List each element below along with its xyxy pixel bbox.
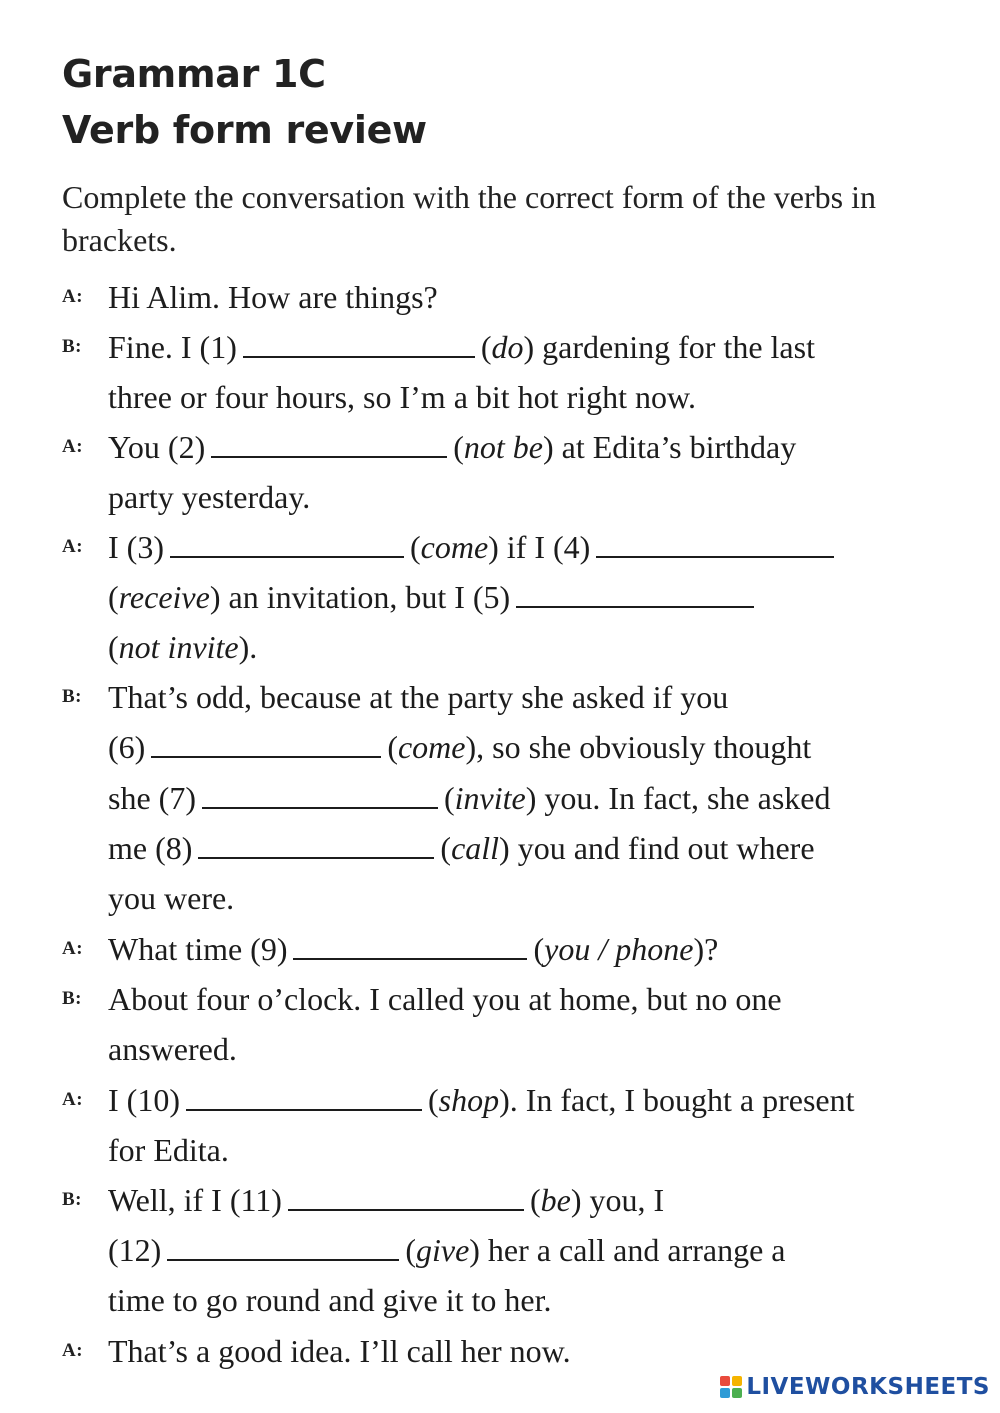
dialogue-line-18: for Edita.: [108, 1132, 229, 1168]
speaker-label-a: A:: [62, 536, 84, 557]
dialogue-line-17: I (10) (shop). In fact, I bought a present: [108, 1082, 855, 1118]
verb-hint-8: call: [451, 830, 500, 866]
answer-blank-10[interactable]: [186, 1083, 422, 1111]
dialogue-line-4: You (2) (not be) at Edita’s birthday: [108, 429, 797, 465]
dialogue-line-12: me (8) (call) you and find out where: [108, 830, 815, 866]
answer-blank-12[interactable]: [167, 1233, 399, 1261]
verb-hint-11: be: [540, 1182, 571, 1218]
dialogue-line-13: you were.: [108, 880, 235, 916]
dialogue-line-19: Well, if I (11) (be) you, I: [108, 1182, 665, 1218]
answer-blank-7[interactable]: [202, 781, 438, 809]
dialogue-line-6: I (3) (come) if I (4): [108, 522, 840, 572]
verb-hint-9: you / phone: [544, 931, 694, 967]
verb-hint-6: come: [397, 729, 466, 765]
dialogue-line-20: (12) (give) her a call and arrange a: [108, 1232, 786, 1268]
dialogue-line-16: answered.: [108, 1031, 237, 1067]
instructions: Complete the conversation with the correct form of the verbs in brackets.: [62, 179, 876, 258]
speaker-label-a: A:: [62, 1340, 84, 1361]
verb-hint-12: give: [415, 1232, 470, 1268]
dialogue-line-2: Fine. I (1) (do) gardening for the last: [108, 329, 815, 365]
logo-tile: [720, 1388, 730, 1398]
verb-hint-4: receive: [118, 579, 210, 615]
dialogue-line-11: she (7) (invite) you. In fact, she asked: [108, 780, 831, 816]
title-line-1: Grammar 1C: [62, 52, 326, 96]
answer-blank-11[interactable]: [288, 1183, 524, 1211]
liveworksheets-logo-text: LIVEWORKSHEETS: [746, 1374, 990, 1400]
liveworksheets-logo-icon: [720, 1376, 742, 1398]
dialogue-line-9: That’s odd, because at the party she asked if you: [108, 679, 729, 715]
speaker-label-a: A:: [62, 938, 84, 959]
verb-hint-2: not be: [463, 429, 543, 465]
dialogue-line-3: three or four hours, so I’m a bit hot right now.: [108, 379, 697, 415]
title-line-2: Verb form review: [62, 108, 427, 152]
speaker-label-a: A:: [62, 1089, 84, 1110]
answer-blank-5[interactable]: [516, 580, 754, 608]
verb-hint-1: do: [491, 329, 524, 365]
answer-blank-3[interactable]: [170, 530, 404, 558]
dialogue-line-1: Hi Alim. How are things?: [108, 279, 438, 315]
dialogue-line-8: (not invite).: [108, 629, 258, 665]
verb-hint-10: shop: [438, 1082, 500, 1118]
speaker-label-a: A:: [62, 286, 84, 307]
answer-blank-4[interactable]: [596, 530, 834, 558]
answer-blank-1[interactable]: [243, 330, 475, 358]
verb-hint-5: not invite: [118, 629, 239, 665]
speaker-label-b: B:: [62, 1189, 82, 1210]
speaker-label-b: B:: [62, 686, 82, 707]
dialogue-line-7: (receive) an invitation, but I (5): [108, 572, 760, 622]
liveworksheets-logo: [720, 1373, 990, 1401]
verb-hint-7: invite: [454, 780, 526, 816]
dialogue-line-21: time to go round and give it to her.: [108, 1282, 552, 1318]
dialogue-line-15: About four o’clock. I called you at home, but no one: [108, 981, 782, 1017]
dialogue-line-22: That’s a good idea. I’ll call her now.: [108, 1333, 571, 1369]
answer-blank-9[interactable]: [293, 932, 527, 960]
speaker-label-b: B:: [62, 336, 82, 357]
answer-blank-8[interactable]: [198, 831, 434, 859]
logo-tile: [732, 1376, 742, 1386]
answer-blank-2[interactable]: [211, 430, 447, 458]
dialogue-line-10: (6) (come), so she obviously thought: [108, 729, 812, 765]
verb-hint-3: come: [420, 529, 489, 565]
logo-tile: [720, 1376, 730, 1386]
speaker-label-b: B:: [62, 988, 82, 1009]
logo-tile: [732, 1388, 742, 1398]
speaker-label-a: A:: [62, 436, 84, 457]
answer-blank-6[interactable]: [151, 730, 381, 758]
dialogue-line-5: party yesterday.: [108, 479, 311, 515]
dialogue-line-14: What time (9) (you / phone)?: [108, 931, 719, 967]
